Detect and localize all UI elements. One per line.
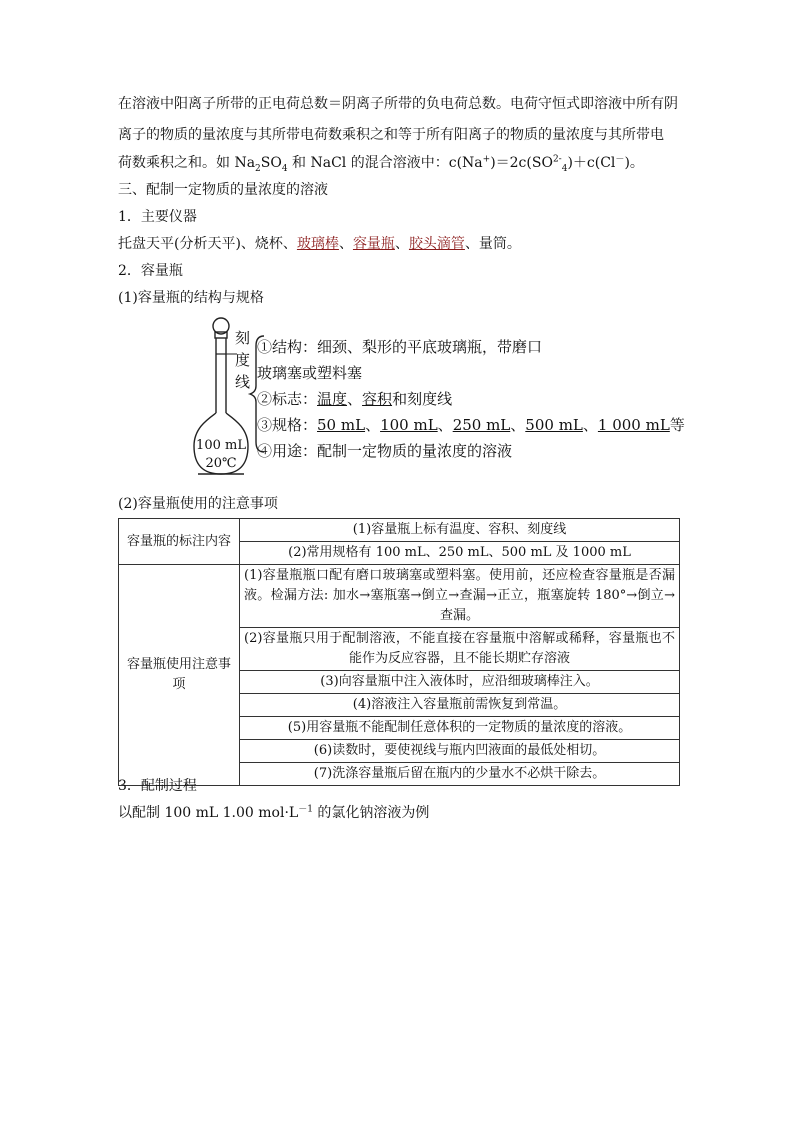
scale-label-char: 线 <box>235 373 251 391</box>
table-row <box>119 519 680 542</box>
spec-500ml: 500 mL <box>525 416 583 434</box>
flask-structure: ①结构：细颈、梨形的平底玻璃瓶，带磨口 <box>257 338 543 356</box>
spec-1000ml: 1 000 mL <box>597 416 670 434</box>
marks-suffix: 和刻度线 <box>392 390 453 408</box>
instruments-text: 托盘天平(分析天平)、烧杯、 <box>118 236 297 252</box>
table-cell: (2)常用规格有 100 mL、250 mL、500 mL 及 1000 mL <box>240 542 680 565</box>
spec-50ml: 50 mL <box>317 416 366 434</box>
instruments-line <box>118 234 521 254</box>
subscript: 4 <box>281 163 288 174</box>
table-cell: (5)用容量瓶不能配制任意体积的一定物质的量浓度的溶液。 <box>240 717 680 740</box>
intro-text: )。 <box>624 155 644 171</box>
example-line <box>118 803 429 823</box>
scale-label-char: 刻 <box>235 329 251 347</box>
table-cell: (1)容量瓶上标有温度、容积、刻度线 <box>240 519 680 542</box>
separator: 、 <box>394 236 409 252</box>
intro-text: 荷数乘积之和。如 Na <box>118 155 256 171</box>
subheading-process: 3．配制过程 <box>118 778 197 794</box>
intro-text: 和 NaCl 的混合溶液中：c(Na <box>287 155 483 171</box>
instrument-volumetric-flask: 容量瓶 <box>352 236 395 252</box>
example-text: 以配制 100 mL 1.00 mol·L <box>118 805 299 821</box>
intro-line-2: 离子的物质的量浓度与其所带电荷数乘积之和等于所有阳离子的物质的量浓度与其所带电 <box>118 127 664 143</box>
specs-prefix: ③规格： <box>257 416 318 434</box>
subscript: 4 <box>561 163 568 174</box>
flask-structure-cont: 玻璃塞或塑料塞 <box>257 364 363 382</box>
table-row <box>119 565 680 628</box>
volumetric-flask-figure <box>190 316 685 481</box>
separator: 、 <box>338 236 353 252</box>
flask-notes-table <box>118 518 680 786</box>
flask-temp-label: 20℃ <box>205 456 237 471</box>
superscript: 2- <box>552 154 562 165</box>
separator: 、 <box>347 390 363 408</box>
marks-prefix: ②标志： <box>257 390 318 408</box>
subheading-structure: (1)容量瓶的结构与规格 <box>118 290 264 306</box>
specs-suffix: 等 <box>669 416 685 434</box>
superscript: + <box>482 154 491 165</box>
table-cell: (1)容量瓶瓶口配有磨口玻璃塞或塑料塞。使用前，还应检查容量瓶是否漏液。检漏方法: 加水→塞瓶塞→倒立→查漏→正立，瓶塞旋转 180°→倒立→查漏。 <box>240 565 680 628</box>
flask-use: ④用途：配制一定物质的量浓度的溶液 <box>257 442 513 460</box>
mark-temperature: 温度 <box>317 390 348 408</box>
table-cell: (7)洗涤容量瓶后留在瓶内的少量水不必烘干除去。 <box>240 763 680 786</box>
example-text: 的氯化钠溶液为例 <box>312 805 430 821</box>
scale-label-char: 度 <box>235 351 251 369</box>
subheading-instruments: 1．主要仪器 <box>118 209 197 225</box>
table-cell: (4)溶液注入容量瓶前需恢复到常温。 <box>240 694 680 717</box>
row-header-usage: 容量瓶使用注意事项 <box>119 565 240 786</box>
table-cell: (2)容量瓶只用于配制溶液，不能直接在容量瓶中溶解或稀释，容量瓶也不能作为反应容器，且不能长期贮存溶液 <box>240 628 680 671</box>
table-cell: (6)读数时，要使视线与瓶内凹液面的最低处相切。 <box>240 740 680 763</box>
subscript: 2 <box>255 163 261 174</box>
instruments-text: 、量筒。 <box>464 236 521 252</box>
intro-line-1: 在溶液中阳离子所带的正电荷总数＝阴离子所带的负电荷总数。电荷守恒式即溶液中所有阴 <box>118 96 678 112</box>
flask-marks <box>257 388 452 410</box>
flask-volume-label: 100 mL <box>196 438 246 453</box>
subheading-notes: (2)容量瓶使用的注意事项 <box>118 496 278 512</box>
section-heading: 三、配制一定物质的量浓度的溶液 <box>118 182 328 198</box>
intro-line-3 <box>118 153 644 173</box>
superscript: － <box>615 154 625 165</box>
superscript: －1 <box>298 804 313 815</box>
table-cell: (3)向容量瓶中注入液体时，应沿细玻璃棒注入。 <box>240 671 680 694</box>
spec-100ml: 100 mL <box>380 416 438 434</box>
flask-specs: ③规格：50 mL、100 mL、250 mL、500 mL、1 000 mL等 <box>257 416 685 434</box>
spec-250ml: 250 mL <box>452 416 511 434</box>
intro-text: )＝2c(SO <box>490 155 553 171</box>
mark-volume: 容积 <box>362 390 393 408</box>
instrument-glass-rod: 玻璃棒 <box>296 236 339 252</box>
intro-text: )＋c(Cl <box>567 155 616 171</box>
row-header-labels: 容量瓶的标注内容 <box>119 519 240 565</box>
subheading-flask: 2．容量瓶 <box>118 263 183 279</box>
instrument-dropper: 胶头滴管 <box>408 236 465 252</box>
intro-text: SO <box>260 155 282 171</box>
